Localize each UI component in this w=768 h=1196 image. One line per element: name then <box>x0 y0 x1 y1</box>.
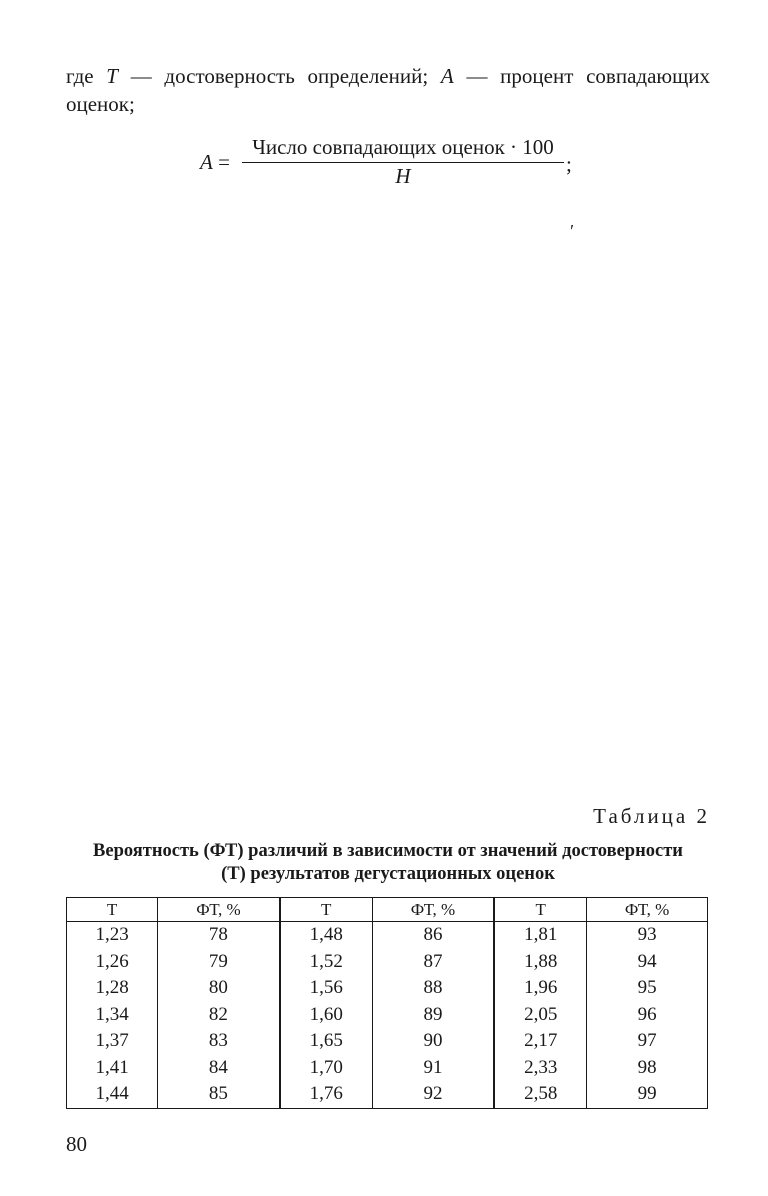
table-cell: 82 <box>158 1002 280 1029</box>
table-row <box>67 1028 708 1055</box>
table-row <box>67 922 708 949</box>
header-cell: ФТ, % <box>158 898 280 922</box>
table-cell: 97 <box>637 1030 657 1051</box>
symbol-a: A <box>440 64 454 88</box>
table-cell: 85 <box>158 1081 280 1108</box>
table-caption-line-2: (Т) результатов дегустационных оценок <box>221 864 555 884</box>
formula-lhs-symbol: A <box>200 150 213 174</box>
header-cell: Т <box>494 898 586 922</box>
table-row <box>67 1002 708 1029</box>
table-cell: 1,70 <box>280 1055 372 1082</box>
table-row <box>67 1055 708 1082</box>
formula-fraction <box>242 134 564 188</box>
table-cell: 1,44 <box>67 1081 158 1108</box>
intro-text-3: — процент совпадающих оценок; <box>66 64 710 116</box>
table-cell: 2,33 <box>494 1055 586 1082</box>
table-cell: 86 <box>372 922 494 949</box>
table-cell: 1,56 <box>280 975 372 1002</box>
table-cell: 89 <box>372 1002 494 1029</box>
table-cell: 98 <box>637 1056 657 1078</box>
table-cell: 88 <box>372 975 494 1002</box>
table-cell: 92 <box>372 1081 494 1108</box>
table-cell: 2,05 <box>494 1002 586 1029</box>
table-cell: 87 <box>372 949 494 976</box>
table-cell: 91 <box>372 1055 494 1082</box>
table-header-row <box>67 898 708 922</box>
table-cell: 84 <box>158 1055 280 1082</box>
table-cell: 90 <box>372 1028 494 1055</box>
header-cell: ФТ, % <box>587 898 708 922</box>
table-cell: 79 <box>158 949 280 976</box>
table-cell: 80 <box>158 975 280 1002</box>
stray-mark: ′ <box>569 221 573 241</box>
table-cell: 1,81 <box>494 922 586 949</box>
symbol-t: T <box>106 64 118 88</box>
table-cell: 1,41 <box>67 1055 158 1082</box>
table-row <box>67 949 708 976</box>
table-row <box>67 1081 708 1108</box>
fraction-bar <box>242 162 564 163</box>
table-caption <box>66 840 710 886</box>
probability-table <box>66 897 708 1109</box>
formula <box>200 134 600 194</box>
table-cell: 1,48 <box>280 922 372 949</box>
table-cell: 83 <box>158 1028 280 1055</box>
table-cell: 93 <box>637 924 657 945</box>
table-cell: 2,58 <box>494 1081 586 1108</box>
formula-denominator: H <box>395 164 411 188</box>
table-cell: 1,60 <box>280 1002 372 1029</box>
table-cell: 1,34 <box>67 1002 158 1029</box>
table-cell: 1,65 <box>280 1028 372 1055</box>
table-cell: 1,26 <box>67 949 158 976</box>
formula-numerator: Число совпадающих оценок · 100 <box>252 135 554 159</box>
header-cell: Т <box>280 898 372 922</box>
table-cell: 78 <box>158 922 280 949</box>
table-cell: 99 <box>637 1083 657 1104</box>
formula-lhs <box>200 150 230 175</box>
formula-equals: = <box>218 150 230 174</box>
intro-text-1: где <box>66 64 107 88</box>
intro-paragraph <box>66 62 710 118</box>
table-cell: 1,52 <box>280 949 372 976</box>
table-cell: 96 <box>637 1003 657 1025</box>
table-cell: 94 <box>637 950 657 972</box>
header-cell: Т <box>67 898 158 922</box>
table-cell: 2,17 <box>494 1028 586 1055</box>
table-cell: 1,88 <box>494 949 586 976</box>
table-cell: 1,37 <box>67 1028 158 1055</box>
table-cell: 1,96 <box>494 975 586 1002</box>
table-row <box>67 975 708 1002</box>
page-number: 80 <box>66 1132 87 1156</box>
table-label: Таблица 2 <box>593 804 710 828</box>
formula-terminator: ; <box>566 152 572 176</box>
table-cell: 95 <box>637 977 657 998</box>
table-cell: 1,76 <box>280 1081 372 1108</box>
table-caption-line-1: Вероятность (ФТ) различий в зависимости от значений достоверности <box>93 841 683 861</box>
table-cell: 1,28 <box>67 975 158 1002</box>
intro-text-2: — достоверность определений; <box>117 64 441 88</box>
header-cell: ФТ, % <box>372 898 494 922</box>
table-cell: 1,23 <box>67 922 158 949</box>
